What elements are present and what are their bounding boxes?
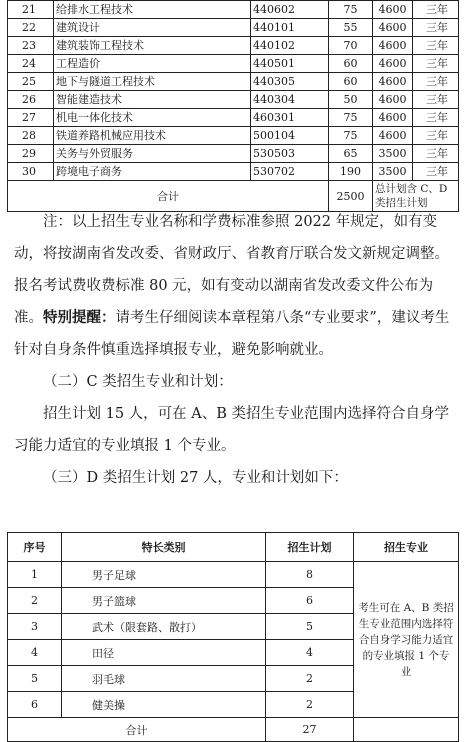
header-plan: 招生计划 bbox=[266, 533, 354, 562]
total-value: 27 bbox=[266, 718, 354, 742]
table-cell: 4600 bbox=[373, 19, 413, 37]
table-row bbox=[8, 1, 459, 19]
table-cell: 75 bbox=[329, 127, 373, 145]
total-label: 合计 bbox=[8, 718, 266, 742]
table-cell: 三年 bbox=[413, 19, 459, 37]
table-row bbox=[8, 127, 459, 145]
table-cell: 4600 bbox=[373, 73, 413, 91]
fee-note-paragraph: 注：以上招生专业名称和学费标准参照 2022 年规定，如有变动，将按湖南省发改委、省财政厅、省教育厅联合发文新规定调整。报名考试费收费标准 80 元，如有变动以湖南省发改委文件公布为准。 bbox=[14, 214, 449, 326]
enrollment-table-d bbox=[7, 532, 459, 742]
table-cell: 给排水工程技术 bbox=[54, 1, 251, 19]
table-row bbox=[8, 163, 459, 181]
total-blank-cell bbox=[354, 718, 459, 742]
table-cell: 6 bbox=[8, 692, 62, 718]
table-cell: 26 bbox=[8, 91, 54, 109]
table-cell: 29 bbox=[8, 145, 54, 163]
header-major: 招生专业 bbox=[354, 533, 459, 562]
table-cell: 4600 bbox=[373, 55, 413, 73]
table-cell: 60 bbox=[329, 73, 373, 91]
table-cell: 3 bbox=[8, 614, 62, 640]
header-index: 序号 bbox=[8, 533, 62, 562]
table-cell: 4600 bbox=[373, 109, 413, 127]
table-cell: 440101 bbox=[251, 19, 329, 37]
table-row bbox=[8, 19, 459, 37]
table-cell: 55 bbox=[329, 19, 373, 37]
total-value: 2500 bbox=[329, 181, 373, 212]
reminder-text: 请考生仔细阅读本章程第八条“专业要求”，建议考生针对自身条件慎重选择填报专业，避免影响就业。 bbox=[14, 310, 450, 358]
table-cell: 武术（限套路、散打） bbox=[62, 614, 266, 640]
table-row bbox=[8, 562, 459, 588]
enrollment-table-ab bbox=[7, 0, 459, 212]
table-cell: 60 bbox=[329, 55, 373, 73]
table-row bbox=[8, 145, 459, 163]
table-cell: 健美操 bbox=[62, 692, 266, 718]
total-label: 合计 bbox=[8, 181, 329, 212]
table-cell: 三年 bbox=[413, 145, 459, 163]
table-cell: 2 bbox=[266, 666, 354, 692]
table-cell: 关务与外贸服务 bbox=[54, 145, 251, 163]
table-cell: 30 bbox=[8, 163, 54, 181]
table-cell: 6 bbox=[266, 588, 354, 614]
table-row bbox=[8, 91, 459, 109]
section-c-title: （二）C 类招生专业和计划： bbox=[43, 374, 233, 390]
table-cell: 460301 bbox=[251, 109, 329, 127]
table-cell: 4600 bbox=[373, 37, 413, 55]
table-cell: 三年 bbox=[413, 37, 459, 55]
table-cell: 机电一体化技术 bbox=[54, 109, 251, 127]
total-note: 总计划含 C、D 类招生计划 bbox=[373, 181, 459, 212]
table-cell: 跨境电子商务 bbox=[54, 163, 251, 181]
table-cell: 羽毛球 bbox=[62, 666, 266, 692]
table-cell: 2 bbox=[266, 692, 354, 718]
table-row bbox=[8, 55, 459, 73]
table-cell: 4600 bbox=[373, 127, 413, 145]
table-cell: 三年 bbox=[413, 1, 459, 19]
section-c-text: 招生计划 15 人，可在 A、B 类招生专业范围内选择符合自身学习能力适宜的专业填报 1 个专业。 bbox=[14, 406, 450, 454]
table-cell: 5 bbox=[266, 614, 354, 640]
special-reminder-paragraph bbox=[14, 302, 454, 366]
section-d-title: （三）D 类招生计划 27 人，专业和计划如下： bbox=[43, 470, 348, 486]
table-cell: 三年 bbox=[413, 127, 459, 145]
table-cell: 440305 bbox=[251, 73, 329, 91]
table-header-row bbox=[8, 533, 459, 562]
table-cell: 三年 bbox=[413, 163, 459, 181]
table-cell: 田径 bbox=[62, 640, 266, 666]
table-cell: 24 bbox=[8, 55, 54, 73]
reminder-label: 特别提醒： bbox=[43, 309, 116, 326]
table-cell: 4600 bbox=[373, 91, 413, 109]
table-row bbox=[8, 73, 459, 91]
table-cell: 25 bbox=[8, 73, 54, 91]
major-note-cell: 考生可在 A、B 类招生专业范围内选择符合自身学习能力适宜的专业填报 1 个专业 bbox=[354, 562, 459, 718]
table-cell: 23 bbox=[8, 37, 54, 55]
table-cell: 50 bbox=[329, 91, 373, 109]
table-cell: 工程造价 bbox=[54, 55, 251, 73]
table-cell: 男子篮球 bbox=[62, 588, 266, 614]
table-cell: 21 bbox=[8, 1, 54, 19]
table-cell: 440602 bbox=[251, 1, 329, 19]
table-cell: 440102 bbox=[251, 37, 329, 55]
table-cell: 智能建造技术 bbox=[54, 91, 251, 109]
table-cell: 500104 bbox=[251, 127, 329, 145]
table-cell: 75 bbox=[329, 1, 373, 19]
table-cell: 三年 bbox=[413, 55, 459, 73]
table-cell: 3500 bbox=[373, 145, 413, 163]
table-row bbox=[8, 109, 459, 127]
table-cell: 8 bbox=[266, 562, 354, 588]
table-cell: 3500 bbox=[373, 163, 413, 181]
table-cell: 440501 bbox=[251, 55, 329, 73]
table-cell: 530702 bbox=[251, 163, 329, 181]
table-cell: 三年 bbox=[413, 73, 459, 91]
table-cell: 70 bbox=[329, 37, 373, 55]
table-cell: 4 bbox=[8, 640, 62, 666]
table-cell: 190 bbox=[329, 163, 373, 181]
table-row bbox=[8, 37, 459, 55]
table-cell: 男子足球 bbox=[62, 562, 266, 588]
table-cell: 5 bbox=[8, 666, 62, 692]
table-cell: 三年 bbox=[413, 91, 459, 109]
table-cell: 2 bbox=[8, 588, 62, 614]
header-category: 特长类别 bbox=[62, 533, 266, 562]
table-cell: 28 bbox=[8, 127, 54, 145]
table-cell: 三年 bbox=[413, 109, 459, 127]
table-cell: 铁道养路机械应用技术 bbox=[54, 127, 251, 145]
table-cell: 4600 bbox=[373, 1, 413, 19]
table-cell: 建筑设计 bbox=[54, 19, 251, 37]
table-cell: 75 bbox=[329, 109, 373, 127]
total-row bbox=[8, 718, 459, 742]
table-cell: 1 bbox=[8, 562, 62, 588]
table-cell: 22 bbox=[8, 19, 54, 37]
table-cell: 440304 bbox=[251, 91, 329, 109]
table-cell: 建筑装饰工程技术 bbox=[54, 37, 251, 55]
table-cell: 地下与隧道工程技术 bbox=[54, 73, 251, 91]
table-cell: 4 bbox=[266, 640, 354, 666]
table-cell: 530503 bbox=[251, 145, 329, 163]
table-cell: 27 bbox=[8, 109, 54, 127]
table-cell: 65 bbox=[329, 145, 373, 163]
